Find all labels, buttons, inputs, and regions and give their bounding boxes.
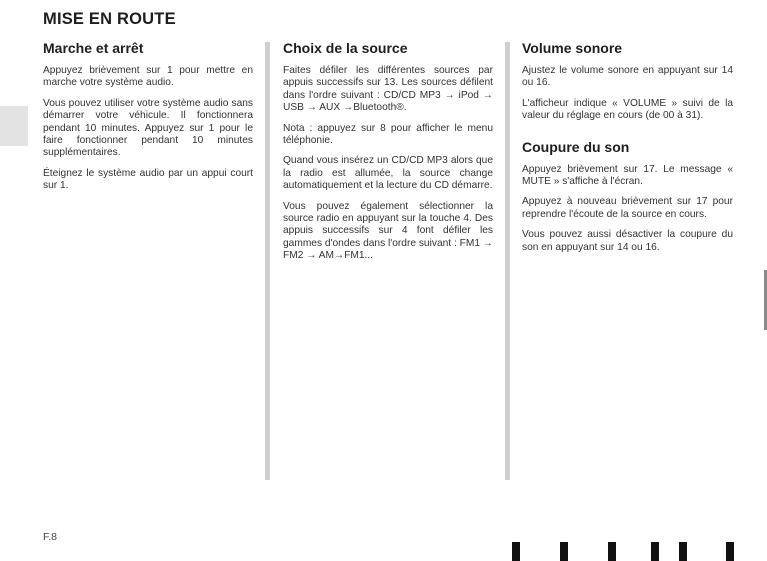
- paragraph: Éteignez le système audio par un appui court sur 1.: [43, 167, 253, 192]
- page-number: F.8: [43, 531, 58, 543]
- paragraph: Appuyez à nouveau brièvement sur 17 pour reprendre l'écoute de la source en cours.: [522, 196, 733, 220]
- section-heading-volume: Volume sonore: [522, 40, 623, 56]
- registration-mark: [608, 542, 616, 561]
- registration-mark: [651, 542, 659, 561]
- registration-mark: [726, 542, 734, 561]
- column-divider: [505, 42, 510, 480]
- chapter-tab: [0, 106, 28, 146]
- registration-mark: [512, 542, 520, 561]
- registration-mark: [679, 542, 687, 561]
- column-divider: [265, 42, 270, 480]
- page-title: MISE EN ROUTE: [43, 10, 176, 28]
- paragraph: L'afficheur indique « VOLUME » suivi de la valeur du réglage en cours (de 00 à 31).: [522, 97, 733, 122]
- column-volume-coupure: [522, 40, 733, 262]
- paragraph: Quand vous insérez un CD/CD MP3 alors que la radio est allumée, la source change automatiquement et la lecture du CD démarre.: [283, 155, 493, 192]
- section-heading-marche-arret: Marche et arrêt: [43, 40, 144, 56]
- paragraph: Appuyez brièvement sur 1 pour mettre en marche votre système audio.: [43, 65, 253, 89]
- section-heading-choix-source: Choix de la source: [283, 40, 408, 56]
- column-marche-arret: [43, 40, 253, 201]
- registration-mark: [560, 542, 568, 561]
- paragraph: Vous pouvez utiliser votre système audio sans démarrer votre véhicule. Il fonctionnera pendant 10 minutes. Appuyez sur 1 pour le faire fonctionner pendant 10 minutes supplémentaires.: [43, 97, 253, 159]
- paragraph: Vous pouvez aussi désactiver la coupure du son en appuyant sur 14 ou 16.: [522, 229, 733, 253]
- paragraph: Ajustez le volume sonore en appuyant sur 14 ou 16.: [522, 65, 733, 89]
- paragraph: Nota : appuyez sur 8 pour afficher le menu téléphonie.: [283, 122, 493, 147]
- section-heading-coupure: Coupure du son: [522, 138, 630, 155]
- paragraph: Vous pouvez également sélectionner la source radio en appuyant sur la touche 4. Des appuis successifs sur 4 font défiler les gammes d'ondes dans l'ordre suivant : FM1 → FM2 → AM→FM1...: [283, 200, 493, 262]
- column-choix-source: [283, 40, 493, 271]
- paragraph: Appuyez brièvement sur 17. Le message « MUTE » s'affiche à l'écran.: [522, 163, 733, 188]
- print-registration-marks: [505, 542, 767, 561]
- paragraph: Faites défiler les différentes sources par appuis successifs sur 13. Les sources défilent dans l'ordre suivant : CD/CD MP3 → iPod → USB → AUX →Bluetooth®.: [283, 65, 493, 114]
